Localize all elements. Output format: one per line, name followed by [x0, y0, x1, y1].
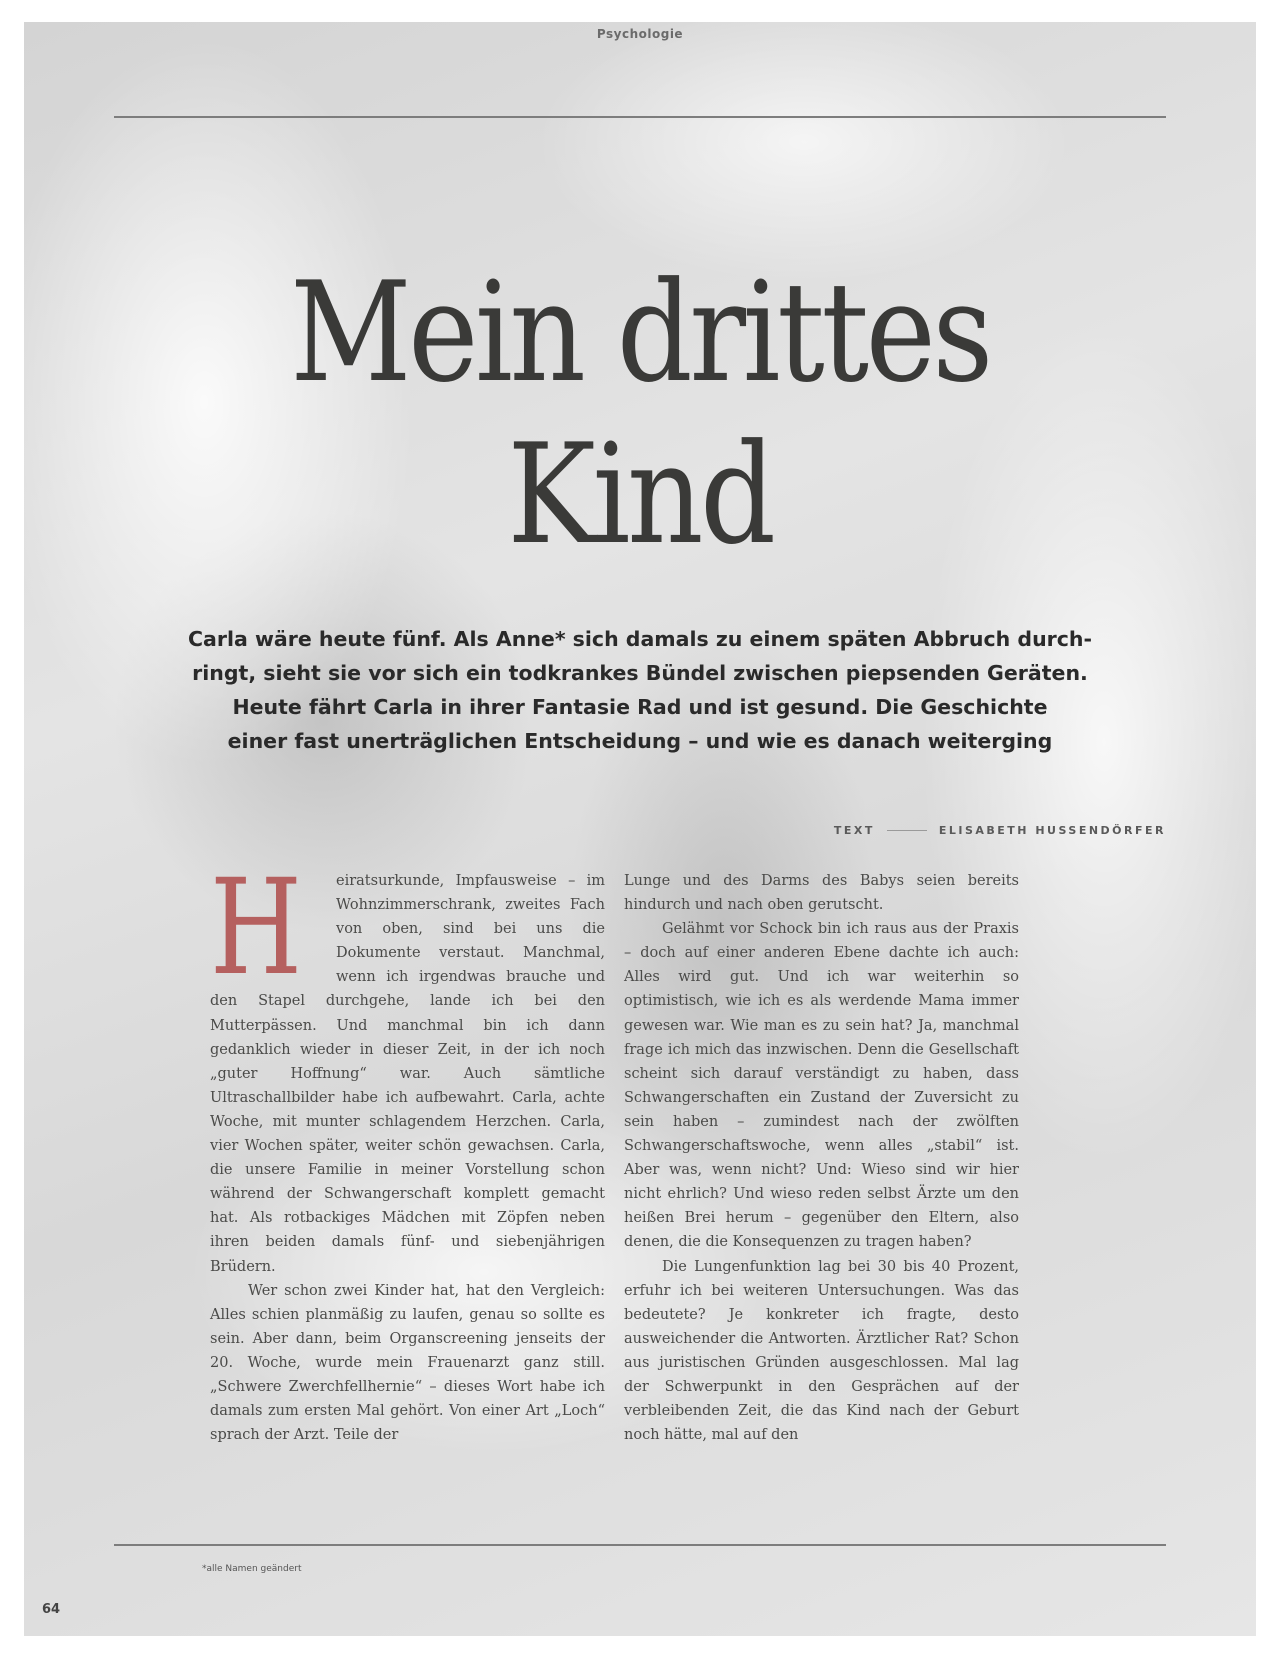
- section-label: Psychologie: [596, 27, 684, 41]
- body-column-right: [624, 869, 1019, 1447]
- deck-line: Heute fährt Carla in ihrer Fantasie Rad und ist gesund. Die Geschichte: [232, 695, 1048, 719]
- page-number: 64: [42, 1602, 61, 1617]
- byline-dash: [887, 830, 927, 831]
- body-paragraph: Gelähmt vor Schock bin ich raus aus der Praxis – doch auf einer anderen Ebene dachte ich auch: Alles wird gut. Und ich war weiterhin so optimistisch, wie ich es als werdende Mama immer gewesen war. Wie man es zu sein hat? Ja, manchmal frage ich mich das inzwischen. Denn die Gesellschaft scheint sich darauf verständigt zu haben, dass Schwangerschaften ein Zustand der Zuversicht zu sein haben – zumindest nach der zwölften Schwangerschaftswoche, wenn alles „stabil“ ist. Aber was, wenn nicht? Und: Wieso sind wir hier nicht ehrlich? Und wieso reden selbst Ärzte um den heißen Brei herum – gegenüber den Eltern, also denen, die die Konsequenzen zu tragen haben?: [624, 921, 1019, 1251]
- body-text: eiratsurkunde, Impfausweise – im Wohnzimmerschrank, zweites Fach von oben, sind bei uns die Dokumente verstaut. Manchmal, wenn ich irgendwas brauche und den Stapel durchgehe, lande ich bei den Mutterpässen. Und manchmal bin ich dann gedanklich wieder in dieser Zeit, in der ich noch „guter Hoffnung“ war. Auch sämtliche Ultraschallbilder habe ich aufbewahrt. Carla, achte Woche, mit munter schlagendem Herzchen. Carla, vier Wochen später, weiter schön gewachsen. Carla, die unsere Familie in meiner Vorstellung schon während der Schwangerschaft komplett gemacht hat. Als rotbackiges Mädchen mit Zöpfen neben ihren beiden damals fünf- und siebenjährigen Brüdern.: [210, 873, 605, 1275]
- deck-line: einer fast unerträglichen Entscheidung – und wie es danach weiterging: [227, 729, 1053, 753]
- deck: [114, 622, 1166, 758]
- magazine-page: [24, 22, 1256, 1636]
- headline-line-1: Mein drittes: [290, 252, 990, 413]
- byline-label: TEXT: [833, 824, 875, 837]
- headline: [110, 252, 1170, 576]
- byline-author: ELISABETH HUSSENDÖRFER: [938, 824, 1166, 837]
- deck-line: Carla wäre heute fünf. Als Anne* sich damals zu einem späten Abbruch durch-: [187, 627, 1093, 651]
- footnote: *alle Namen geändert: [202, 1564, 302, 1574]
- bottom-rule: [114, 1544, 1166, 1546]
- top-rule: [114, 116, 1166, 118]
- drop-cap: H: [210, 851, 303, 1005]
- body-column-left: [210, 851, 605, 1447]
- body-paragraph: [210, 851, 605, 1279]
- body-paragraph: Lunge und des Darms des Babys seien bereits hindurch und nach oben gerutscht.: [624, 873, 1019, 914]
- body-paragraph: Die Lungenfunktion lag bei 30 bis 40 Prozent, erfuhr ich bei weiteren Untersuchungen. Was das bedeutete? Je konkreter ich fragte, desto ausweichender die Antworten. Ärztlicher Rat? Schon aus juristischen Gründen ausgeschlossen. Mal lag der Schwerpunkt in den Gesprächen auf der verbleibenden Zeit, die das Kind nach der Geburt noch hätte, mal auf den: [624, 1258, 1019, 1444]
- deck-line: ringt, sieht sie vor sich ein todkrankes Bündel zwischen piepsenden Geräten.: [192, 661, 1088, 685]
- byline: [834, 824, 1166, 837]
- headline-line-2: Kind: [507, 414, 773, 575]
- body-paragraph: Wer schon zwei Kinder hat, hat den Vergleich: Alles schien planmäßig zu laufen, genau so sollte es sein. Aber dann, beim Organscreening jenseits der 20. Woche, wurde mein Frauenarzt ganz still. „Schwere Zwerchfellhernie“ – dieses Wort habe ich damals zum ersten Mal gehört. Von einer Art „Loch“ sprach der Arzt. Teile der: [210, 1282, 605, 1444]
